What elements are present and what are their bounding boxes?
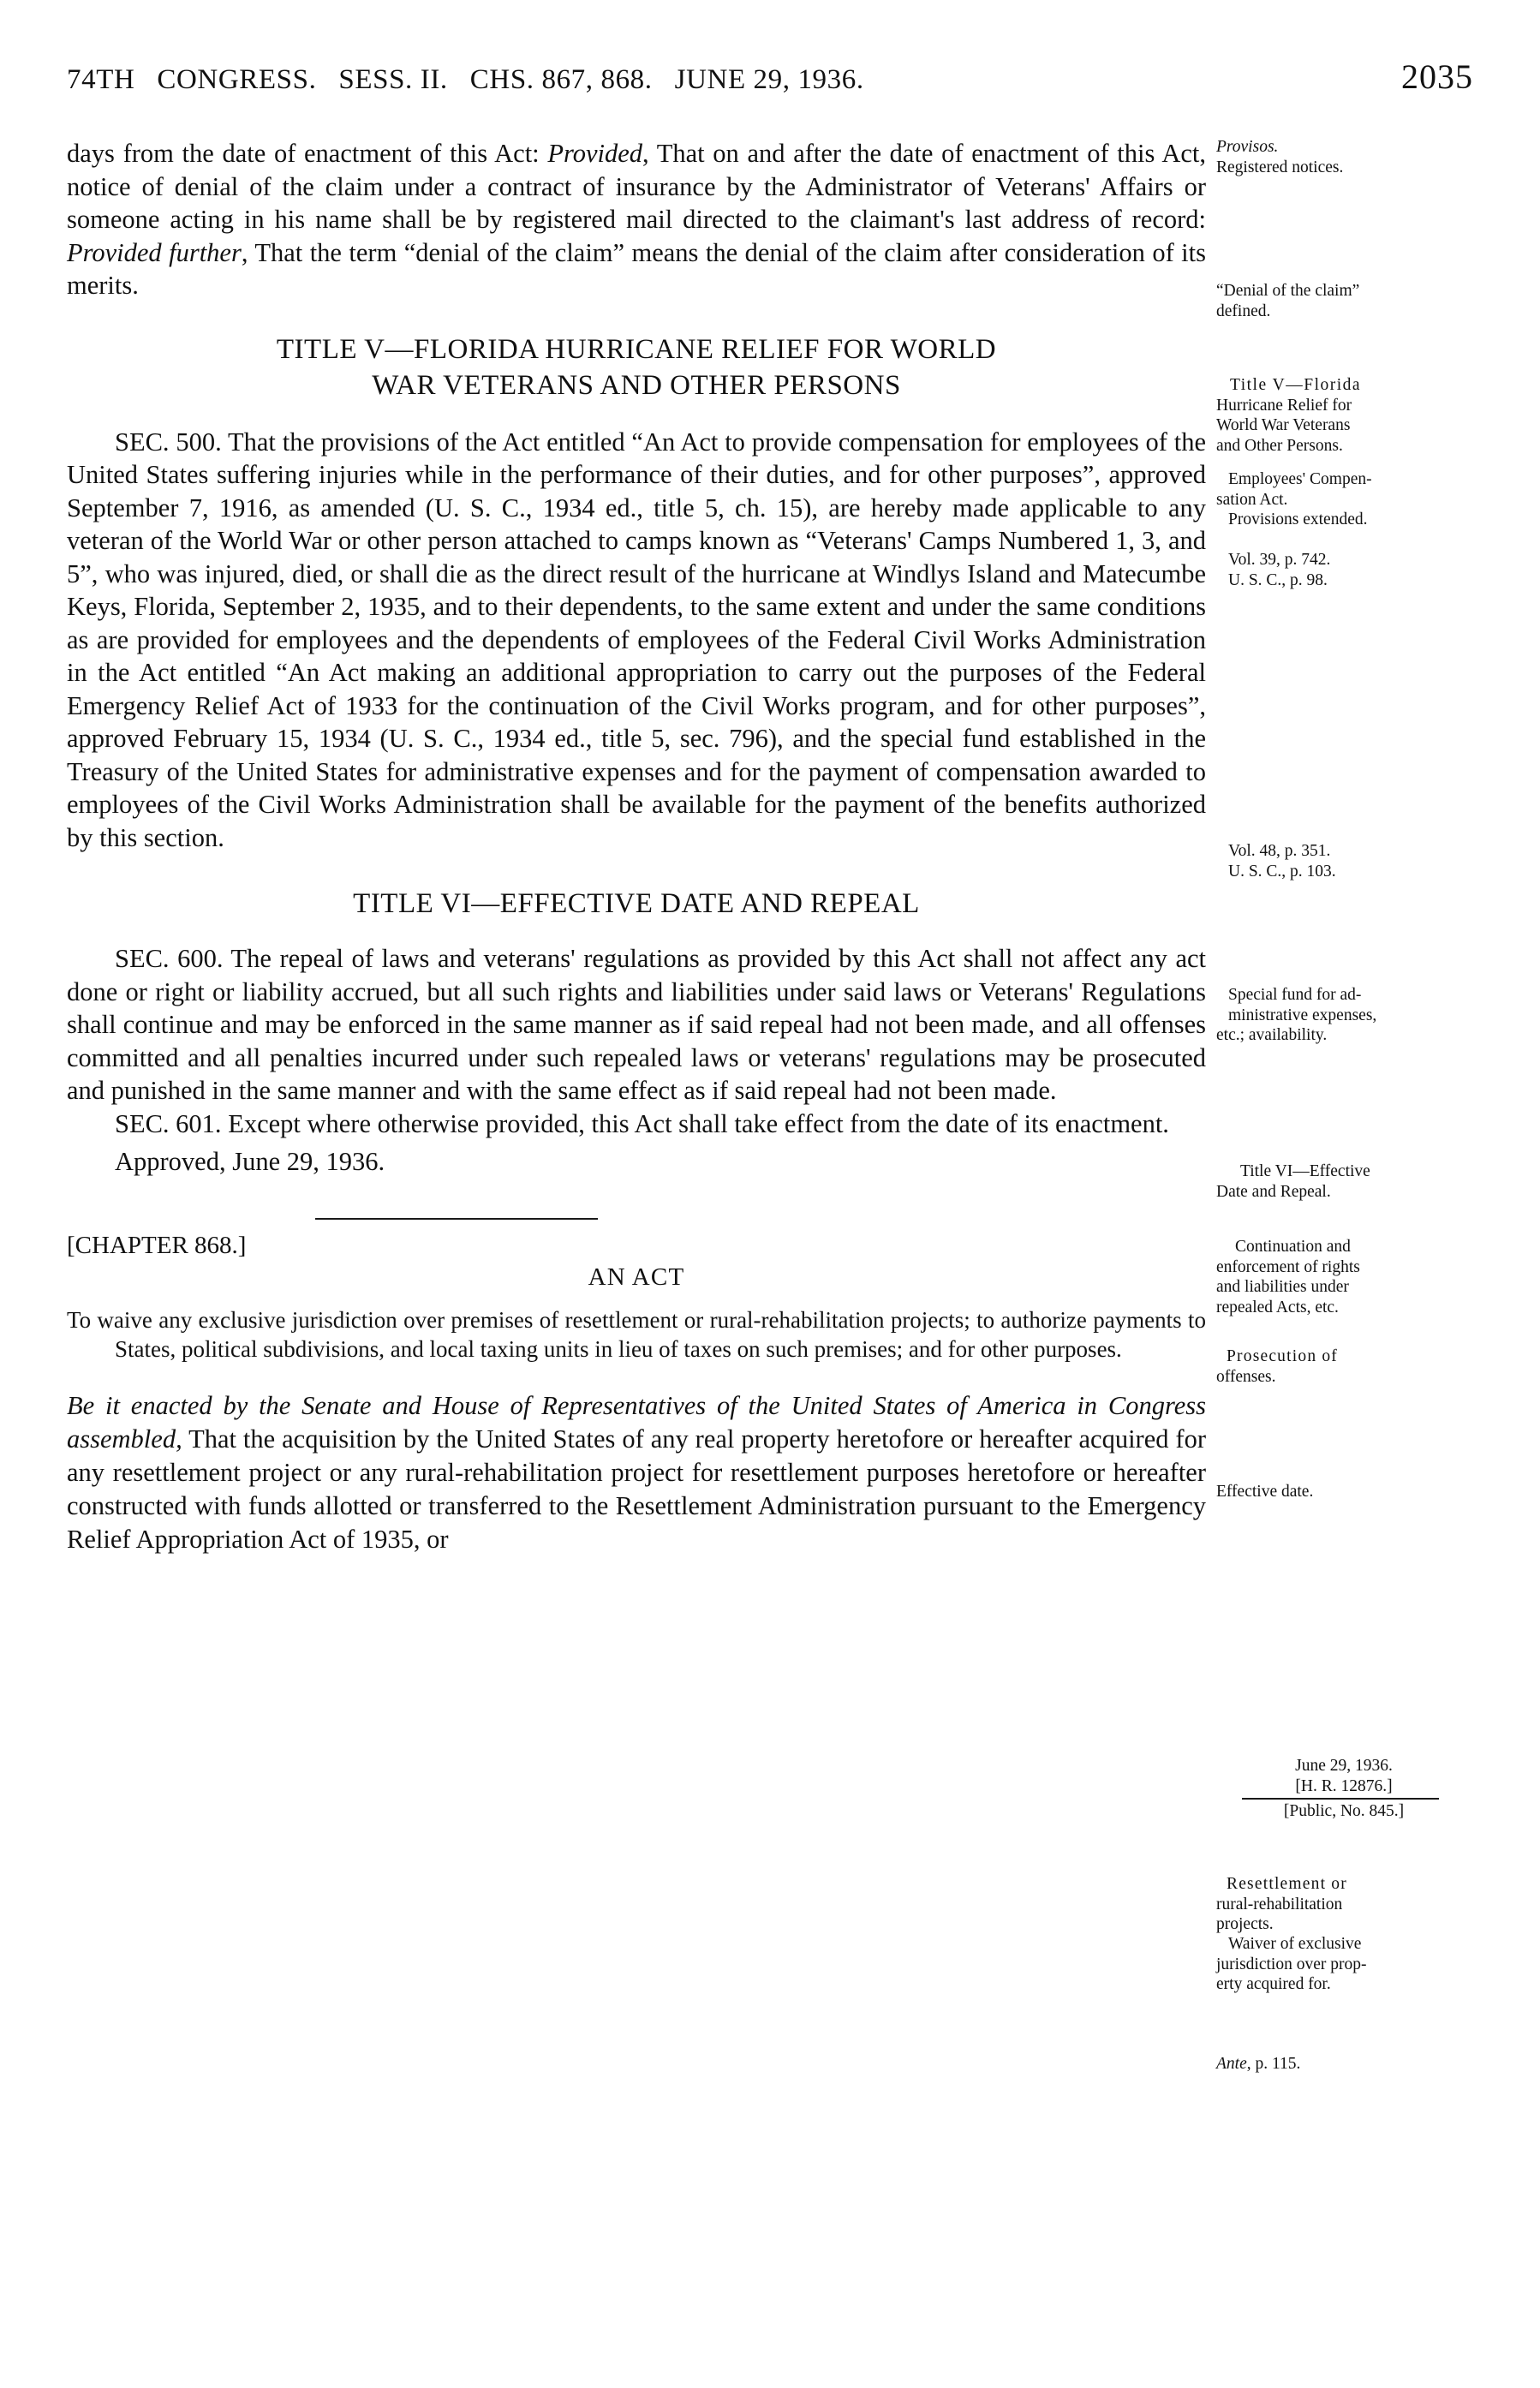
sidenote-vol39 xyxy=(1216,550,1471,590)
sidenote-denial-line1: “Denial of the claim” xyxy=(1216,282,1360,300)
section-600-paragraph xyxy=(67,942,1206,1107)
sidenote-special-fund-line3: etc.; availability. xyxy=(1216,1026,1328,1044)
sidenote-employees-line3: Provisions extended. xyxy=(1228,510,1368,528)
sidenote-bill-line2: [H. R. 12876.] xyxy=(1295,1776,1393,1795)
sidenote-special-fund-line1: Special fund for ad- xyxy=(1228,986,1362,1004)
act-summary-text: To waive any exclusive jurisdiction over premises of resettlement or rural-rehabilitation projects; to authorize payments to States, political subdivisions, and local taxing units in lieu of taxes on such premises; and for other purposes. xyxy=(67,1306,1206,1362)
enacting-clause xyxy=(67,1389,1206,1556)
sidenote-vol48-line2: U. S. C., p. 103. xyxy=(1228,862,1336,881)
page-number: 2035 xyxy=(1401,57,1473,96)
running-head-left xyxy=(67,64,886,96)
title-vi-heading: TITLE VI—EFFECTIVE DATE AND REPEAL xyxy=(353,888,920,919)
sidenote-title-v xyxy=(1216,375,1471,456)
sidenote-effective-date-line1: Effective date. xyxy=(1216,1483,1314,1501)
sidenote-resettlement-line2: rural-rehabilitation xyxy=(1216,1895,1343,1913)
sidenote-vol39-line1: Vol. 39, p. 742. xyxy=(1228,551,1331,569)
sidenote-title-vi-line2: Date and Repeal. xyxy=(1216,1182,1331,1201)
sidenote-prosecution-line2: offenses. xyxy=(1216,1367,1276,1386)
sidenote-prosecution-line1: Prosecution of xyxy=(1227,1347,1338,1365)
sidenote-waiver-line3: erty acquired for. xyxy=(1216,1975,1331,1993)
congress-number: 74TH xyxy=(67,64,135,95)
sidenote-prosecution xyxy=(1216,1346,1471,1387)
sidenote-bill-rule xyxy=(1242,1798,1439,1800)
sidenote-denial-defined xyxy=(1216,281,1471,321)
sidenote-ante-rest: , p. 115. xyxy=(1246,2055,1301,2073)
sidenote-special-fund xyxy=(1216,985,1471,1046)
sidenote-title-v-line2: Hurricane Relief for xyxy=(1216,396,1352,415)
section-500-label: SEC. 500. xyxy=(115,427,222,457)
congress-label: CONGRESS. xyxy=(157,64,317,95)
section-600-text: The repeal of laws and veterans' regulations as provided by this Act shall not affect any act done or right or liability accrued, but all such rights and liabilities under said laws or Veterans' Regulations shall continue and may be enforced in the same manner as if said repeal had not been made, and all offenses committed and all penalties incurred under such repealed laws or veterans' regulations may be prosecuted and punished in the same manner and with the same effect as if said repeal had not been made. xyxy=(67,944,1207,1105)
sidenote-ante xyxy=(1216,2054,1471,2075)
two-column-layout xyxy=(67,137,1473,2073)
sidenote-bill-line3: [Public, No. 845.] xyxy=(1283,1802,1405,1820)
paragraph-continuation: days from the date of enactment of this Act: Provided, That on and after the date of enactment of this Act, notice of denial of the claim under a contract of insurance by the Administrator of Veterans' Affairs or someone acting in his name shall be by registered mail directed to the claimant's last address of record: Provided further, That the term “denial of the claim” means the denial of the claim after consideration of its merits. xyxy=(67,139,1206,300)
section-500-paragraph xyxy=(67,426,1206,855)
sidenote-waiver-line2: jurisdiction over prop- xyxy=(1216,1955,1367,1973)
enacting-clause-rest: That the acquisition by the United States of any real property heretofore or hereafter acquired for any resettlement project or any rural-rehabilitation project for resettlement purposes heretofore or hereafter constructed with funds allotted or transferred to the Resettlement Administration pursuant to the Emergency Relief Appropriation Act of 1935, or xyxy=(67,1424,1206,1554)
sidenote-bill-reference xyxy=(1216,1756,1471,1822)
session-label: SESS. II. xyxy=(338,64,448,95)
sidenote-continuation xyxy=(1216,1237,1471,1317)
sidenote-continuation-line1: Continuation and xyxy=(1235,1238,1351,1256)
sidenote-waiver-line1: Waiver of exclusive xyxy=(1228,1935,1362,1953)
sidenote-ante-line1: Ante, p. 115. xyxy=(1216,2055,1301,2073)
main-column xyxy=(67,137,1206,1582)
sidenote-waiver xyxy=(1216,1934,1471,1995)
title-v-heading-line1: TITLE V—FLORIDA HURRICANE RELIEF FOR WORLD xyxy=(276,333,997,365)
body-area xyxy=(67,137,1473,2073)
sidenote-bill-line1: June 29, 1936. xyxy=(1295,1757,1393,1775)
sidenote-continuation-line3: and liabilities under xyxy=(1216,1278,1349,1296)
sidenote-special-fund-line2: ministrative expenses, xyxy=(1228,1006,1377,1024)
sidenote-title-v-line1: Title V—Florida xyxy=(1230,376,1362,394)
enacting-clause-lead: Be it enacted by the Senate and House of Representatives of the United States of America in Congress assembled, xyxy=(67,1390,1206,1454)
sidenote-denial-line2: defined. xyxy=(1216,301,1271,320)
sidenote-resettlement xyxy=(1216,1874,1471,1935)
sidenote-resettlement-line3: projects. xyxy=(1216,1915,1274,1933)
section-divider-rule xyxy=(315,1218,598,1220)
sidenote-provisos-line1: Provisos. xyxy=(1216,138,1279,156)
approved-line: Approved, June 29, 1936. xyxy=(115,1147,385,1176)
title-v-heading-line2: WAR VETERANS AND OTHER PERSONS xyxy=(372,369,901,401)
sidenote-employees-compensation xyxy=(1216,469,1471,530)
chapters-label: CHS. 867, 868. xyxy=(469,64,653,95)
section-500-text: That the provisions of the Act entitled “An Act to provide compensation for employees of the United States suffering injuries while in the performance of their duties, and for other purposes”, approved September 7, 1916, as amended (U. S. C., 1934 ed., title 5, ch. 15), are hereby made applicable to any veteran of the World War or other person attached to camps known as “Veterans' Camps Numbered 1, 3, and 5”, who was injured, died, or shall die as the direct result of the hurricane at Windlys Island and Matecumbe Keys, Florida, September 2, 1935, and to their dependents, to the same extent and under the same conditions as are provided for employees and the dependents of employees of the Federal Civil Works Administration in the Act entitled “An Act making an additional appropriation to carry out the purposes of the Federal Emergency Relief Act of 1933 for the continuation of the Civil Works program, and for other purposes”, approved February 15, 1934 (U. S. C., 1934 ed., title 5, sec. 796), and the special fund established in the Treasury of the United States for administrative expenses and for the payment of compensation awarded to employees of the Civil Works Administration shall be available for the payment of the benefits authorized by this section. xyxy=(67,427,1206,852)
section-601-paragraph xyxy=(67,1107,1206,1141)
sidenote-employees-line1: Employees' Compen- xyxy=(1228,470,1372,488)
sidenote-vol39-line2: U. S. C., p. 98. xyxy=(1228,570,1328,589)
section-601-text: Except where otherwise provided, this Act shall take effect from the date of its enactment. xyxy=(228,1108,1169,1138)
sidenote-provisos-line2: Registered notices. xyxy=(1216,158,1344,176)
title-v-heading xyxy=(67,331,1206,403)
sidenote-title-vi-line1: Title VI—Effective xyxy=(1240,1162,1370,1180)
act-summary xyxy=(67,1305,1206,1364)
an-act-heading: AN ACT xyxy=(588,1263,685,1291)
chapter-label: [CHAPTER 868.] xyxy=(67,1231,247,1259)
section-601-label: SEC. 601. xyxy=(115,1108,222,1138)
sidenote-vol48-line1: Vol. 48, p. 351. xyxy=(1228,842,1331,860)
sidenote-continuation-line4: repealed Acts, etc. xyxy=(1216,1298,1339,1316)
date-label: JUNE 29, 1936. xyxy=(674,64,864,95)
sidenote-provisos xyxy=(1216,137,1471,177)
sidenote-vol48 xyxy=(1216,841,1471,881)
sidenote-continuation-line2: enforcement of rights xyxy=(1216,1257,1360,1276)
sidenote-title-v-line4: and Other Persons. xyxy=(1216,436,1343,455)
sidenote-title-vi xyxy=(1216,1161,1471,1202)
sidenote-resettlement-line1: Resettlement or xyxy=(1227,1875,1347,1893)
sidenote-effective-date xyxy=(1216,1482,1471,1502)
running-head xyxy=(67,57,1473,97)
section-600-label: SEC. 600. xyxy=(115,944,224,973)
sidenote-title-v-line3: World War Veterans xyxy=(1216,416,1351,434)
sidenote-employees-line2: sation Act. xyxy=(1216,490,1288,509)
